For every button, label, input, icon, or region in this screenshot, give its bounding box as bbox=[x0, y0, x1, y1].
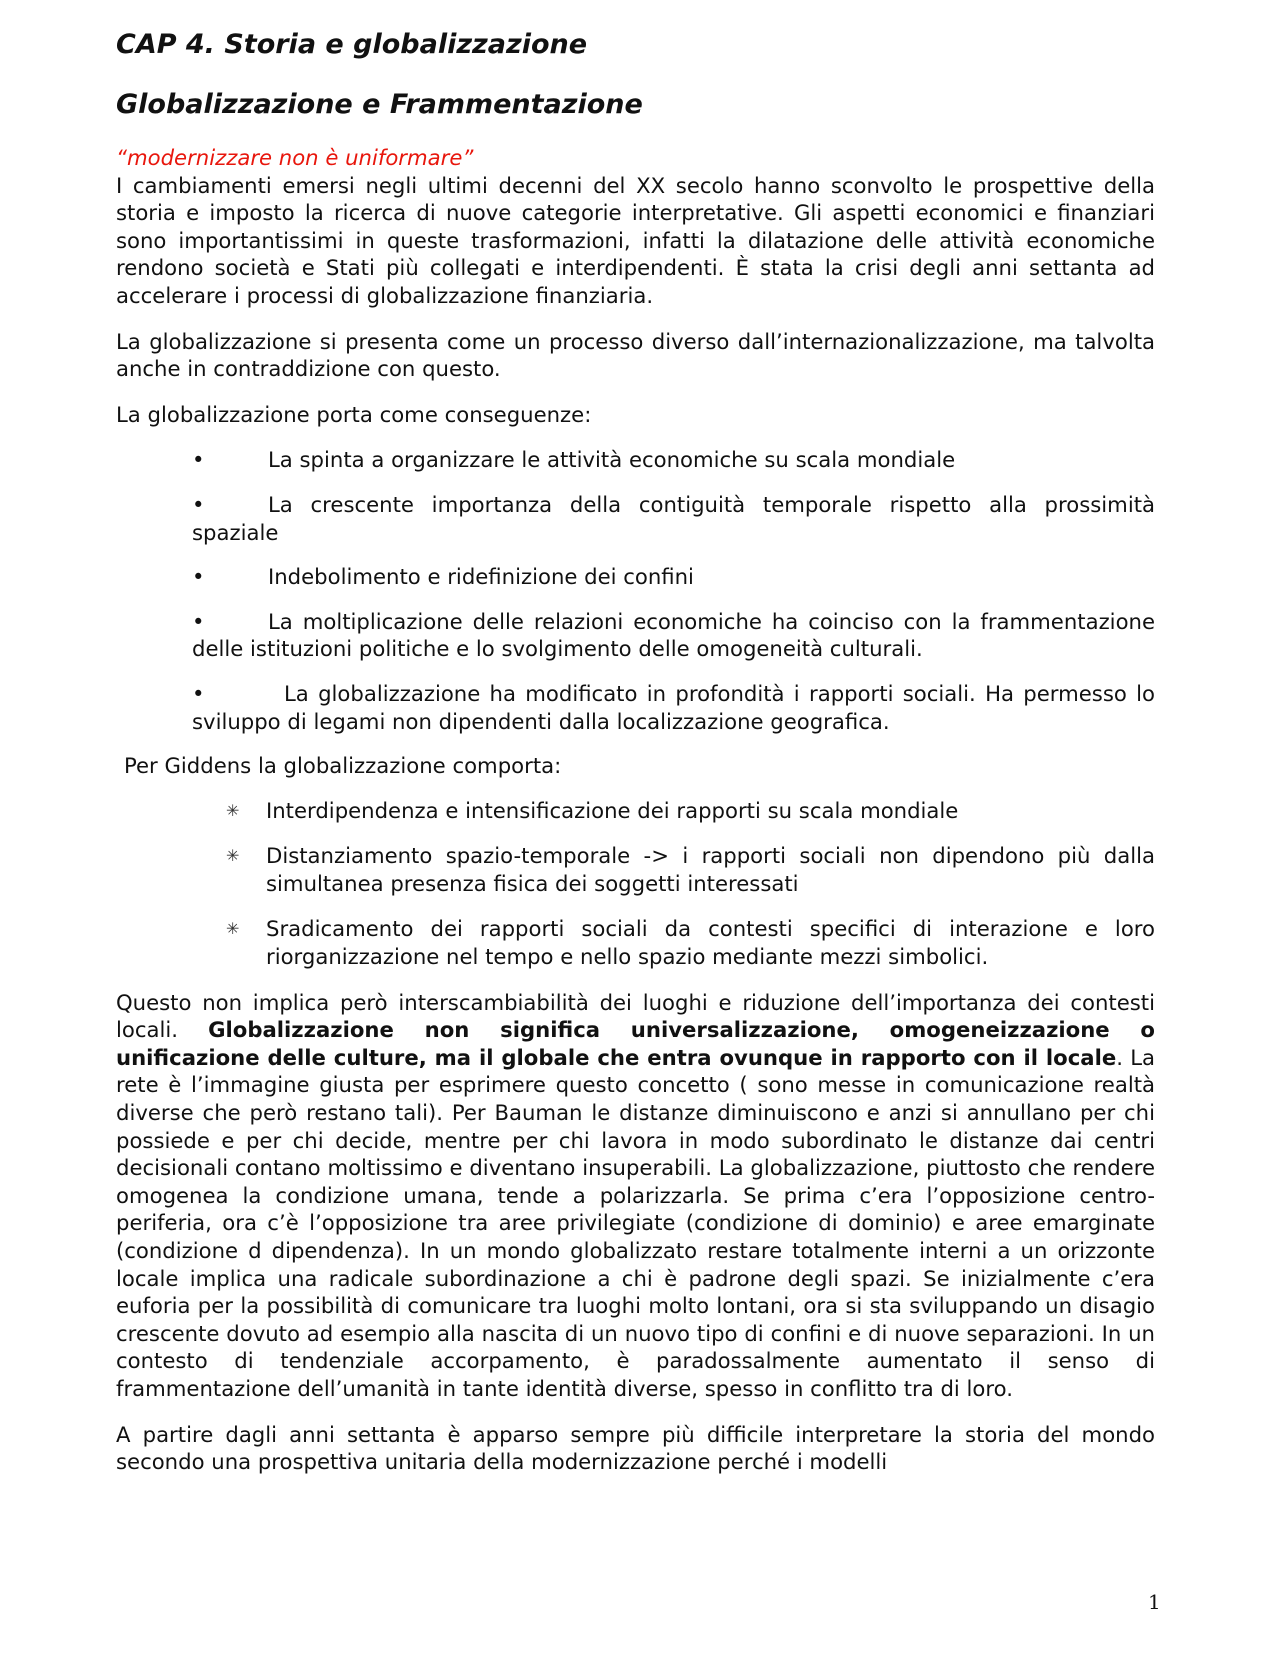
bullet-icon: • bbox=[192, 608, 205, 634]
section-title: Globalizzazione e Frammentazione bbox=[116, 89, 643, 120]
list-item: ✳ Distanziamento spazio-temporale -> i rapporti sociali non dipendono più dalla simultanea presenza fisica dei soggetti interessati bbox=[226, 843, 1155, 896]
bullet-icon: • bbox=[192, 447, 205, 473]
list-item: • La moltiplicazione delle relazioni economiche ha coinciso con la frammentazione delle istituzioni politiche e lo svolgimento delle omogeneità culturali. bbox=[192, 608, 1155, 662]
consequences-intro: La globalizzazione porta come conseguenze: bbox=[116, 401, 592, 427]
document-page bbox=[116, 22, 1155, 1476]
page-number: 1 bbox=[1148, 1590, 1161, 1614]
giddens-list bbox=[116, 797, 1155, 971]
globalization-paragraph: Questo non implica però interscambiabilità dei luoghi e riduzione dell’importanza dei contesti locali. Globalizzazione non significa universalizzazione, omogeneizzazione o unificazione delle culture, ma il globale che entra ovunque in rapporto con il locale. La rete è l’immagine giusta per esprimere questo concetto ( sono messe in comunicazione realtà diverse che però restano tali). Per Bauman le distanze diminuiscono e anzi si annullano per chi possiede e per chi decide, mentre per chi lavora in modo subordinato le distanze dai centri decisionali contano moltissimo e diventano insuperabili. La globalizzazione, piuttosto che rendere omogenea la condizione umana, tende a polarizzarla. Se prima c’era l’opposizione centro-periferia, ora c’è l’opposizione tra aree privilegiate (condizione di dominio) e aree emarginate (condizione d dipendenza). In un mondo globalizzato restare totalmente interni a un orizzonte locale implica una radicale subordinazione a chi è padrone degli spazi. Se inizialmente c’era euforia per la possibilità di comunicare tra luoghi molto lontani, ora si sta sviluppando un disagio crescente dovuto ad esempio alla nascita di un nuovo tipo di confini e di nuove separazioni. In un contesto di tendenziale accorpamento, è paradossalmente aumentato il senso di frammentazione dell’umanità in tante identità diverse, spesso in conflitto tra di loro. bbox=[116, 989, 1155, 1401]
paragraph-internationalization: La globalizzazione si presenta come un processo diverso dall’internazionalizzazione, ma talvolta anche in contraddizione con questo. bbox=[116, 328, 1155, 382]
list-item: • La crescente importanza della contiguità temporale rispetto alla prossimità spaziale bbox=[192, 491, 1155, 545]
asterisk-icon: ✳ bbox=[226, 800, 240, 820]
list-item: ✳ Sradicamento dei rapporti sociali da contesti specifici di interazione e loro riorganizzazione nel tempo e nello spazio mediante mezzi simbolici. bbox=[226, 916, 1155, 970]
bullet-icon: • bbox=[192, 491, 205, 517]
list-item: • La spinta a organizzare le attività economiche su scala mondiale bbox=[192, 447, 956, 473]
asterisk-icon: ✳ bbox=[226, 846, 240, 866]
bullet-icon: • bbox=[192, 564, 205, 590]
list-item: • Indebolimento e ridefinizione dei confini bbox=[192, 564, 694, 590]
consequences-list bbox=[116, 446, 1155, 735]
asterisk-icon: ✳ bbox=[226, 919, 240, 939]
chapter-title: CAP 4. Storia e globalizzazione bbox=[116, 29, 588, 60]
quote: “modernizzare non è uniformare” bbox=[116, 145, 474, 170]
key-statement: Globalizzazione non significa universalizzazione, omogeneizzazione o unificazione delle culture, ma il globale che entra ovunque in rapporto con il locale bbox=[116, 1017, 1155, 1070]
giddens-intro: Per Giddens la globalizzazione comporta: bbox=[124, 753, 562, 779]
final-paragraph: A partire dagli anni settanta è apparso sempre più difficile interpretare la storia del mondo secondo una prospettiva unitaria della modernizzazione perché i modelli bbox=[116, 1421, 1155, 1475]
bullet-icon: • bbox=[192, 680, 205, 706]
intro-paragraph: I cambiamenti emersi negli ultimi decenni del XX secolo hanno sconvolto le prospettive della storia e imposto la ricerca di nuove categorie interpretative. Gli aspetti economici e finanziari sono importantissimi in queste trasformazioni, infatti la dilatazione delle attività economiche rendono società e Stati più collegati e interdipendenti. È stata la crisi degli anni settanta ad accelerare i processi di globalizzazione finanziaria. bbox=[116, 172, 1155, 308]
list-item: • La globalizzazione ha modificato in profondità i rapporti sociali. Ha permesso lo sviluppo di legami non dipendenti dalla localizzazione geografica. bbox=[192, 680, 1155, 734]
list-item: ✳ Interdipendenza e intensificazione dei rapporti su scala mondiale bbox=[226, 797, 959, 823]
